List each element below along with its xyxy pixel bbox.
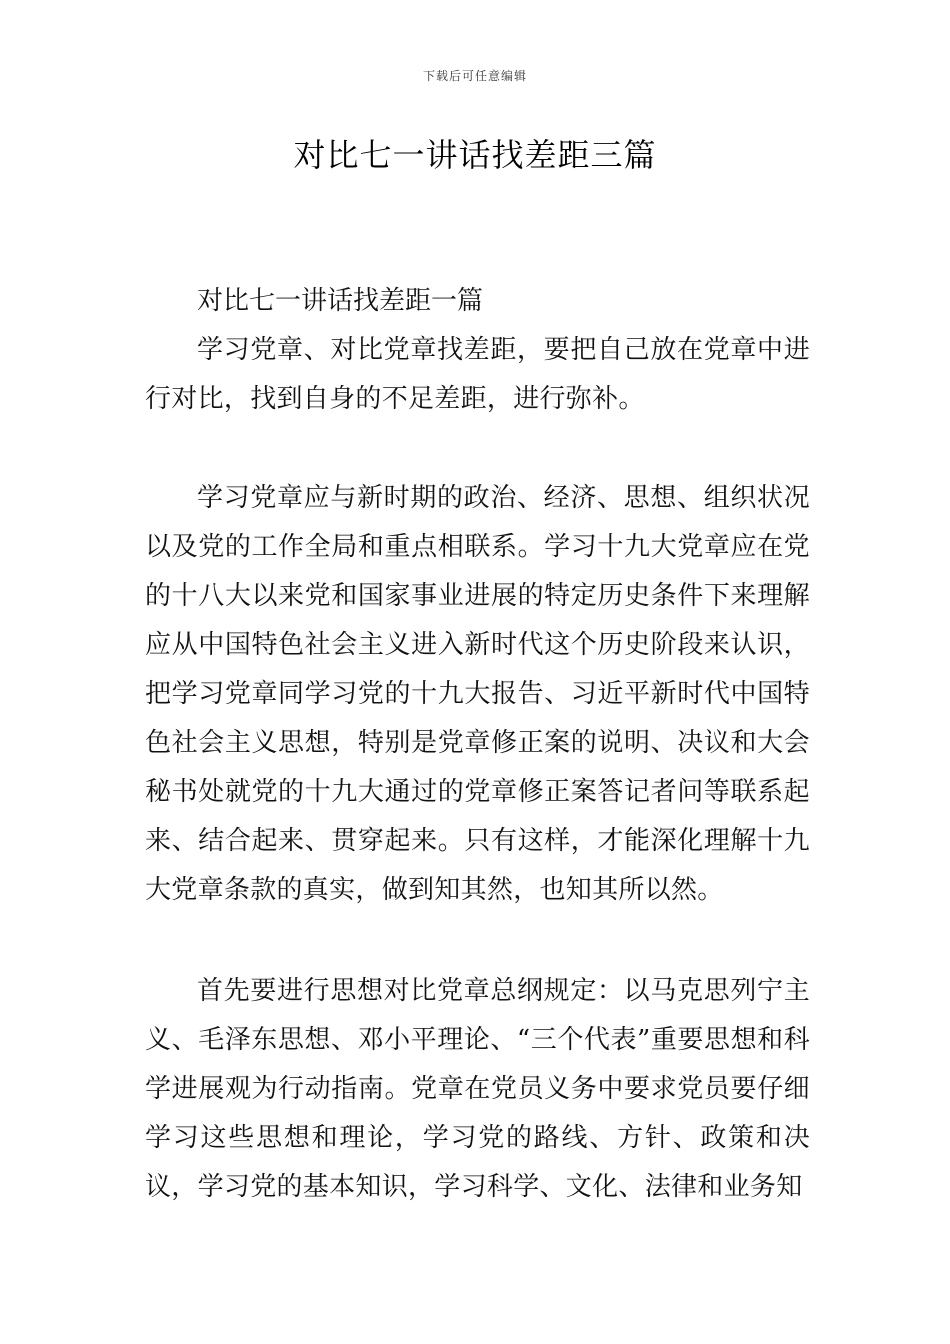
paragraph-text: 学习党章、对比党章找差距，要把自己放在党章中进行对比，找到自身的不足差距，进行弥补。 — [145, 335, 810, 414]
header-note: 下载后可任意编辑 — [422, 69, 527, 83]
document-title: 对比七一讲话找差距三篇 — [293, 136, 657, 174]
paragraph-text: 学习党章应与新时期的政治、经济、思想、组织状况以及党的工作全局和重点相联系。学习十九大党章应在党的十八大以来党和国家事业进展的特定历史条件下来理解应从中国特色社会主义进入新时代这个历史阶段来认识，把学习党章同学习党的十九大报告、习近平新时代中国特色社会主义思想，特别是党章修正案的说明、决议和大会秘书处就党的十九大通过的党章修正案答记者问等联系起来、结合起来、贯穿起来。只有这样，才能深化理解十九大党章条款的真实，做到知其然，也知其所以然。 — [145, 483, 810, 905]
paragraph-text: 首先要进行思想对比党章总纲规定：以马克思列宁主义、毛泽东思想、邓小平理论、“三个代表”重要思想和科学进展观为行动指南。党章在党员义务中要求党员要仔细学习这些思想和理论，学习党的路线、方针、政策和决议，学习党的基本知识，学习科学、文化、法律和业务知 — [145, 976, 810, 1202]
paragraph-3 — [145, 967, 810, 1212]
paragraph-1 — [145, 326, 810, 424]
section-heading: 对比七一讲话找差距一篇 — [197, 286, 484, 316]
paragraph-2 — [145, 474, 810, 915]
